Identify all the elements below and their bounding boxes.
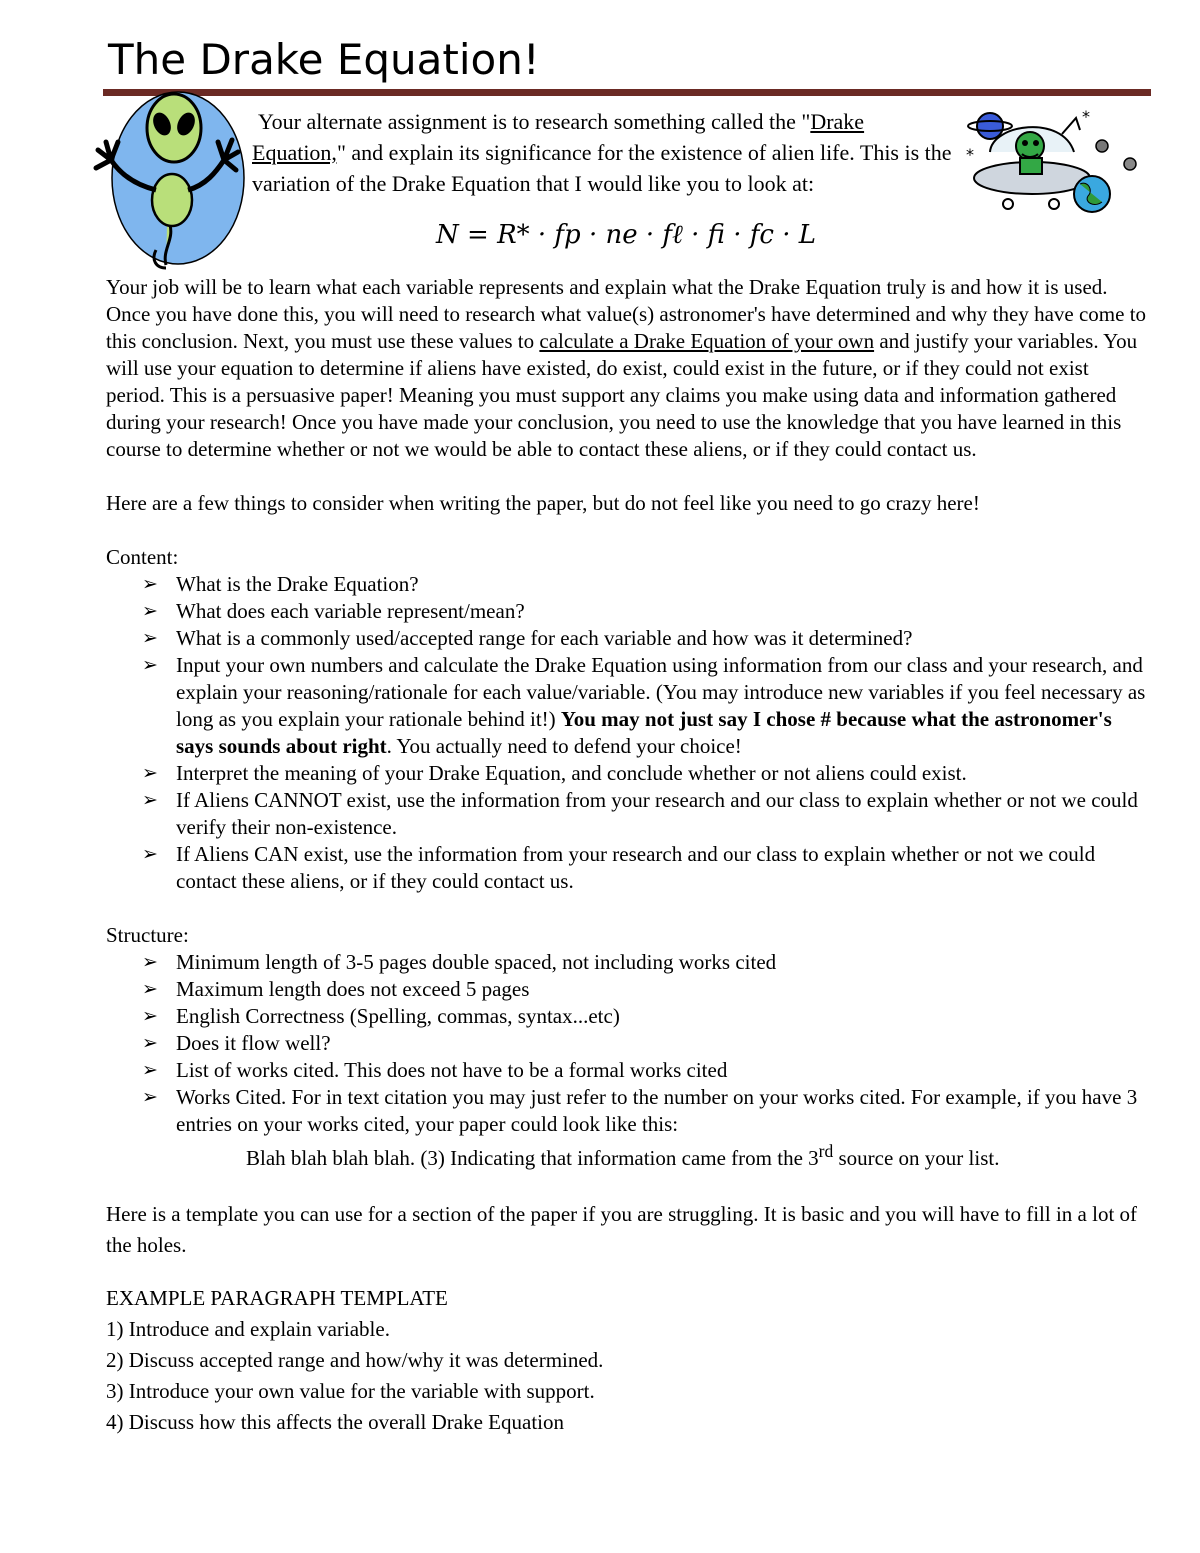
list-item bbox=[106, 1030, 1152, 1057]
job-paragraph-end: and justify your variables. You will use your equation to determine if aliens have existed, do exist, could exist in the future, or if they could not exist period. This is a persuasive paper! Meaning you must support any claims you make using data and information gathered during your research! Once you have made your conclusion, you need to use the knowledge that you have learned in this course to determine whether or not we would be able to contact these aliens, or if they could contact us. bbox=[106, 329, 1138, 461]
template-step: 2) Discuss accepted range and how/why it was determined. bbox=[106, 1348, 604, 1372]
list-item-tail: . You actually need to defend your choice! bbox=[386, 734, 742, 758]
arrow-bullet-icon: ➢ bbox=[142, 978, 158, 1000]
list-item bbox=[106, 760, 1152, 787]
list-item-text: English Correctness (Spelling, commas, syntax...etc) bbox=[176, 1004, 620, 1028]
list-item bbox=[106, 598, 1152, 625]
arrow-bullet-icon: ➢ bbox=[142, 951, 158, 973]
intro-text-end: " and explain its significance for the existence of alien life. This is the variation of the Drake Equation that I would like you to look at: bbox=[252, 140, 952, 196]
structure-list bbox=[106, 949, 1152, 1138]
equation-text: N = R* · fp · ne · fℓ · fi · fc · L bbox=[436, 220, 817, 250]
arrow-bullet-icon: ➢ bbox=[142, 654, 158, 676]
arrow-bullet-icon: ➢ bbox=[142, 600, 158, 622]
main-body bbox=[106, 274, 1152, 1438]
arrow-bullet-icon: ➢ bbox=[142, 573, 158, 595]
list-item bbox=[106, 571, 1152, 598]
list-item bbox=[106, 841, 1152, 895]
svg-text:*: * bbox=[1082, 107, 1090, 126]
list-item-text: List of works cited. This does not have to be a formal works cited bbox=[176, 1058, 728, 1082]
citation-example-end: source on your list. bbox=[833, 1146, 1000, 1170]
list-item-text: Input your own numbers and calculate the Drake Equation using information from our class and your research, and explain your reasoning/rationale for each value/variable. (You may introduce new variables if you feel necessary as long as you explain your rationale behind it!) bbox=[176, 653, 1146, 731]
consider-paragraph: Here are a few things to consider when writing the paper, but do not feel like you need to go crazy here! bbox=[106, 491, 980, 515]
template-step: 3) Introduce your own value for the variable with support. bbox=[106, 1379, 595, 1403]
citation-example bbox=[106, 1138, 1152, 1172]
content-list bbox=[106, 571, 1152, 895]
citation-example-start: Blah blah blah blah. (3) Indicating that information came from the 3 bbox=[246, 1146, 819, 1170]
arrow-bullet-icon: ➢ bbox=[142, 762, 158, 784]
list-item-text: Minimum length of 3-5 pages double spaced, not including works cited bbox=[176, 950, 777, 974]
list-item bbox=[106, 652, 1152, 760]
svg-text:*: * bbox=[966, 145, 974, 164]
arrow-bullet-icon: ➢ bbox=[142, 627, 158, 649]
structure-heading: Structure: bbox=[106, 923, 189, 947]
list-item-text: Maximum length does not exceed 5 pages bbox=[176, 977, 530, 1001]
list-item bbox=[106, 625, 1152, 652]
intro-paragraph bbox=[252, 106, 952, 199]
list-item-text: If Aliens CAN exist, use the information from your research and our class to explain whether or not we could contact these aliens, or if they could contact us. bbox=[176, 842, 1096, 893]
list-item-text: What is the Drake Equation? bbox=[176, 572, 419, 596]
list-item bbox=[106, 976, 1152, 1003]
job-paragraph-underline: calculate a Drake Equation of your own bbox=[539, 329, 875, 353]
intro-text-start: Your alternate assignment is to research something called the " bbox=[258, 109, 811, 134]
citation-superscript: rd bbox=[818, 1141, 834, 1161]
list-item bbox=[106, 1003, 1152, 1030]
list-item bbox=[106, 1084, 1152, 1138]
template-intro-paragraph: Here is a template you can use for a section of the paper if you are struggling. It is basic and you will have to fill in a lot of the holes. bbox=[106, 1202, 1138, 1257]
job-paragraph-start: Your job will be to learn what each variable represents and explain what the Drake Equation truly is and how it is used. Once you have done this, you will need to research what value(s) astronomer's have determined and why they have come to this conclusion. Next, you must use these values to bbox=[106, 275, 1147, 353]
template-step: 1) Introduce and explain variable. bbox=[106, 1317, 390, 1341]
alien-spaceship-clipart-icon bbox=[962, 104, 1140, 220]
job-paragraph bbox=[106, 274, 1152, 463]
list-item bbox=[106, 787, 1152, 841]
arrow-bullet-icon: ➢ bbox=[142, 1059, 158, 1081]
page-title: The Drake Equation! bbox=[108, 35, 540, 84]
list-item-text: Does it flow well? bbox=[176, 1031, 331, 1055]
title-divider bbox=[103, 89, 1151, 96]
arrow-bullet-icon: ➢ bbox=[142, 1032, 158, 1054]
arrow-bullet-icon: ➢ bbox=[142, 789, 158, 811]
list-item-text: What does each variable represent/mean? bbox=[176, 599, 525, 623]
alien-clipart-icon bbox=[86, 90, 246, 275]
template-step: 4) Discuss how this affects the overall Drake Equation bbox=[106, 1410, 564, 1434]
content-heading: Content: bbox=[106, 545, 179, 569]
list-item-bold: You may not just say I chose # because what the astronomer's says sounds about right bbox=[176, 707, 1112, 758]
list-item-text: Works Cited. For in text citation you may just refer to the number on your works cited. For example, if you have 3 entries on your works cited, your paper could look like this: bbox=[176, 1085, 1138, 1136]
arrow-bullet-icon: ➢ bbox=[142, 1005, 158, 1027]
list-item bbox=[106, 1057, 1152, 1084]
arrow-bullet-icon: ➢ bbox=[142, 1086, 158, 1108]
list-item-text: What is a commonly used/accepted range for each variable and how was it determined? bbox=[176, 626, 913, 650]
template-heading: EXAMPLE PARAGRAPH TEMPLATE bbox=[106, 1286, 448, 1310]
drake-equation-link[interactable]: Drake Equation, bbox=[252, 109, 865, 165]
intro-block bbox=[252, 106, 952, 199]
arrow-bullet-icon: ➢ bbox=[142, 843, 158, 865]
list-item-text: Interpret the meaning of your Drake Equation, and conclude whether or not aliens could exist. bbox=[176, 761, 967, 785]
list-item-text: If Aliens CANNOT exist, use the information from your research and our class to explain whether or not we could verify their non-existence. bbox=[176, 788, 1138, 839]
drake-equation-formula bbox=[436, 218, 816, 252]
list-item bbox=[106, 949, 1152, 976]
